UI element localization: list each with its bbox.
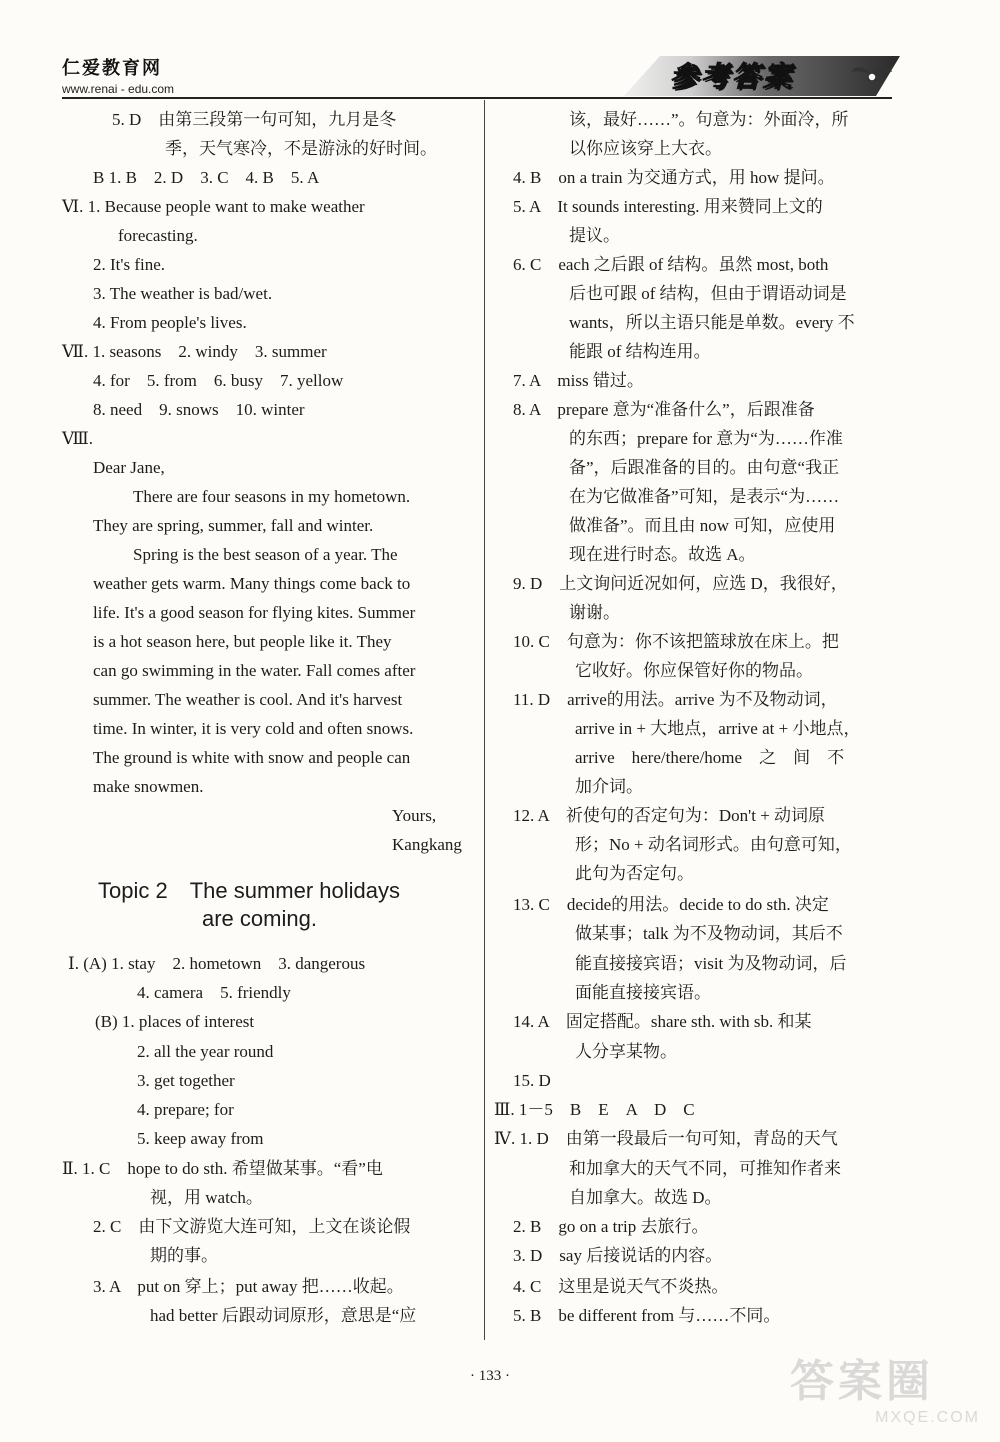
brand-url: www.renai - edu.com	[62, 82, 175, 96]
text-line: 4. for 5. from 6. busy 7. yellow	[93, 371, 344, 390]
text-line: Ⅰ. (A) 1. stay 2. hometown 3. dangerous	[68, 954, 366, 973]
topic-heading-cont: are coming.	[202, 906, 317, 931]
text-line: make snowmen.	[93, 777, 204, 796]
text-line: 备”，后跟准备的目的。由句意“我正	[569, 458, 840, 477]
text-line: life. It's a good season for flying kites. Summer	[93, 603, 416, 622]
text-line: summer. The weather is cool. And it's harvest	[93, 690, 403, 709]
text-line: 4. B on a train 为交通方式，用 how 提问。	[513, 168, 835, 187]
text-line: 13. C decide的用法。decide to do sth. 决定	[513, 895, 829, 914]
text-line: 现在进行时态。故选 A。	[569, 545, 756, 564]
text-line: 2. all the year round	[137, 1042, 274, 1061]
text-line: 形；No + 动名词形式。由句意可知，	[575, 835, 852, 854]
text-line: 谢谢。	[569, 603, 620, 622]
brand-name: 仁爱教育网	[62, 58, 162, 79]
letter-greeting: Dear Jane,	[93, 458, 165, 477]
text-line: 8. need 9. snows 10. winter	[93, 400, 305, 419]
text-line: 10. C 句意为：你不该把篮球放在床上。把	[513, 632, 839, 651]
text-line: Ⅲ. 1－5 B E A D C	[494, 1100, 695, 1119]
text-line: 3. D say 后接说话的内容。	[513, 1246, 723, 1265]
text-line: 5. keep away from	[137, 1129, 264, 1148]
text-line: 后也可跟 of 结构，但由于谓语动词是	[569, 284, 847, 303]
text-line: 做准备”。而且由 now 可知，应使用	[569, 516, 836, 535]
text-line: time. In winter, it is very cold and often snows.	[93, 719, 414, 738]
brand-block	[62, 54, 174, 96]
text-line: 15. D	[513, 1071, 551, 1090]
text-line: 9. D 上文询问近况如何，应选 D，我很好，	[513, 574, 848, 593]
text-line: 14. A 固定搭配。share sth. with sb. 和某	[513, 1012, 812, 1031]
text-line: 4. prepare; for	[137, 1100, 234, 1119]
text-line: Ⅵ. 1. Because people want to make weather	[62, 197, 365, 216]
text-line: 期的事。	[150, 1246, 218, 1265]
text-line: 做某事；talk 为不及物动词，其后不	[575, 924, 843, 943]
text-line: 该，最好……”。句意为：外面冷，所	[569, 110, 849, 129]
text-line: 能跟 of 结构连用。	[569, 342, 711, 361]
text-line: (B) 1. places of interest	[95, 1012, 255, 1031]
text-line: 自加拿大。故选 D。	[569, 1188, 722, 1207]
text-line: 和加拿大的天气不同，可推知作者来	[569, 1159, 841, 1178]
text-line: 4. camera 5. friendly	[137, 983, 291, 1002]
text-line: 3. get together	[137, 1071, 235, 1090]
winged-logo-icon	[850, 60, 894, 90]
watermark	[790, 1345, 980, 1435]
letter-closing: Yours,	[392, 806, 437, 825]
text-line: 2. It's fine.	[93, 255, 165, 274]
text-line: had better 后跟动词原形，意思是“应	[150, 1306, 417, 1325]
text-line: 5. B be different from 与……不同。	[513, 1306, 781, 1325]
text-line: 它收好。你应保管好你的物品。	[575, 661, 813, 680]
text-line: is a hot season here, but people like it. They	[93, 632, 392, 651]
text-line: 在为它做准备”可知，是表示“为……	[569, 487, 840, 506]
text-line: Ⅳ. 1. D 由第一段最后一句可知，青岛的天气	[494, 1129, 838, 1148]
text-line: 12. A 祈使句的否定句为：Don't + 动词原	[513, 806, 826, 825]
text-line: The ground is white with snow and people can	[93, 748, 411, 767]
text-line: 6. C each 之后跟 of 结构。虽然 most, both	[513, 255, 829, 274]
text-line: 11. D arrive的用法。arrive 为不及物动词，	[513, 690, 838, 709]
text-line: 5. D 由第三段第一句可知，九月是冬	[112, 110, 397, 129]
text-line: can go swimming in the water. Fall comes after	[93, 661, 416, 680]
text-line: Ⅷ.	[62, 429, 94, 448]
text-line: arrive in + 大地点，arrive at + 小地点，	[575, 719, 861, 738]
text-line: 4. From people's lives.	[93, 313, 247, 332]
text-line: 2. B go on a trip 去旅行。	[513, 1217, 709, 1236]
letter-signature: Kangkang	[392, 835, 462, 854]
text-line: B 1. B 2. D 3. C 4. B 5. A	[93, 168, 320, 187]
text-line: 加介词。	[575, 777, 643, 796]
text-line: 2. C 由下文游览大连可知，上文在谈论假	[93, 1217, 411, 1236]
text-line: 以你应该穿上大衣。	[569, 139, 722, 158]
text-line: 3. A put on 穿上；put away 把……收起。	[93, 1277, 404, 1296]
text-line: weather gets warm. Many things come back to	[93, 574, 411, 593]
text-line: There are four seasons in my hometown.	[133, 487, 411, 506]
banner-title: 参考答案	[670, 60, 795, 93]
text-line: 3. The weather is bad/wet.	[93, 284, 273, 303]
text-line: 人分享某物。	[575, 1042, 677, 1061]
column-divider	[484, 100, 485, 1340]
text-line: 7. A miss 错过。	[513, 371, 644, 390]
text-line: Ⅱ. 1. C hope to do sth. 希望做某事。“看”电	[62, 1159, 383, 1178]
text-line: 4. C 这里是说天气不炎热。	[513, 1277, 729, 1296]
text-line: 能直接接宾语；visit 为及物动词，后	[575, 954, 847, 973]
text-line: 视，用 watch。	[150, 1188, 263, 1207]
watermark-url: MXQE.COM	[875, 1409, 980, 1426]
text-line: 提议。	[569, 226, 620, 245]
text-line: forecasting.	[118, 226, 198, 245]
text-line: 季，天气寒冷，不是游泳的好时间。	[165, 139, 437, 158]
text-line: wants，所以主语只能是单数。every 不	[569, 313, 855, 332]
text-line: Spring is the best season of a year. The	[133, 545, 398, 564]
text-line: 5. A It sounds interesting. 用来赞同上文的	[513, 197, 823, 216]
text-line: arrive here/there/home 之 间 不	[575, 748, 845, 767]
page-header	[0, 0, 1000, 100]
text-line: 面能直接接宾语。	[575, 983, 711, 1002]
watermark-text: 答案圈	[790, 1356, 934, 1407]
text-line: They are spring, summer, fall and winter.	[93, 516, 374, 535]
header-rule	[62, 97, 892, 99]
text-line: Ⅶ. 1. seasons 2. windy 3. summer	[62, 342, 327, 361]
text-line: 8. A prepare 意为“准备什么”，后跟准备	[513, 400, 815, 419]
page-number: · 133 ·	[470, 1368, 510, 1384]
topic-heading: Topic 2 The summer holidays	[98, 878, 401, 903]
text-line: 此句为否定句。	[575, 864, 694, 883]
text-line: 的东西；prepare for 意为“为……作准	[569, 429, 843, 448]
